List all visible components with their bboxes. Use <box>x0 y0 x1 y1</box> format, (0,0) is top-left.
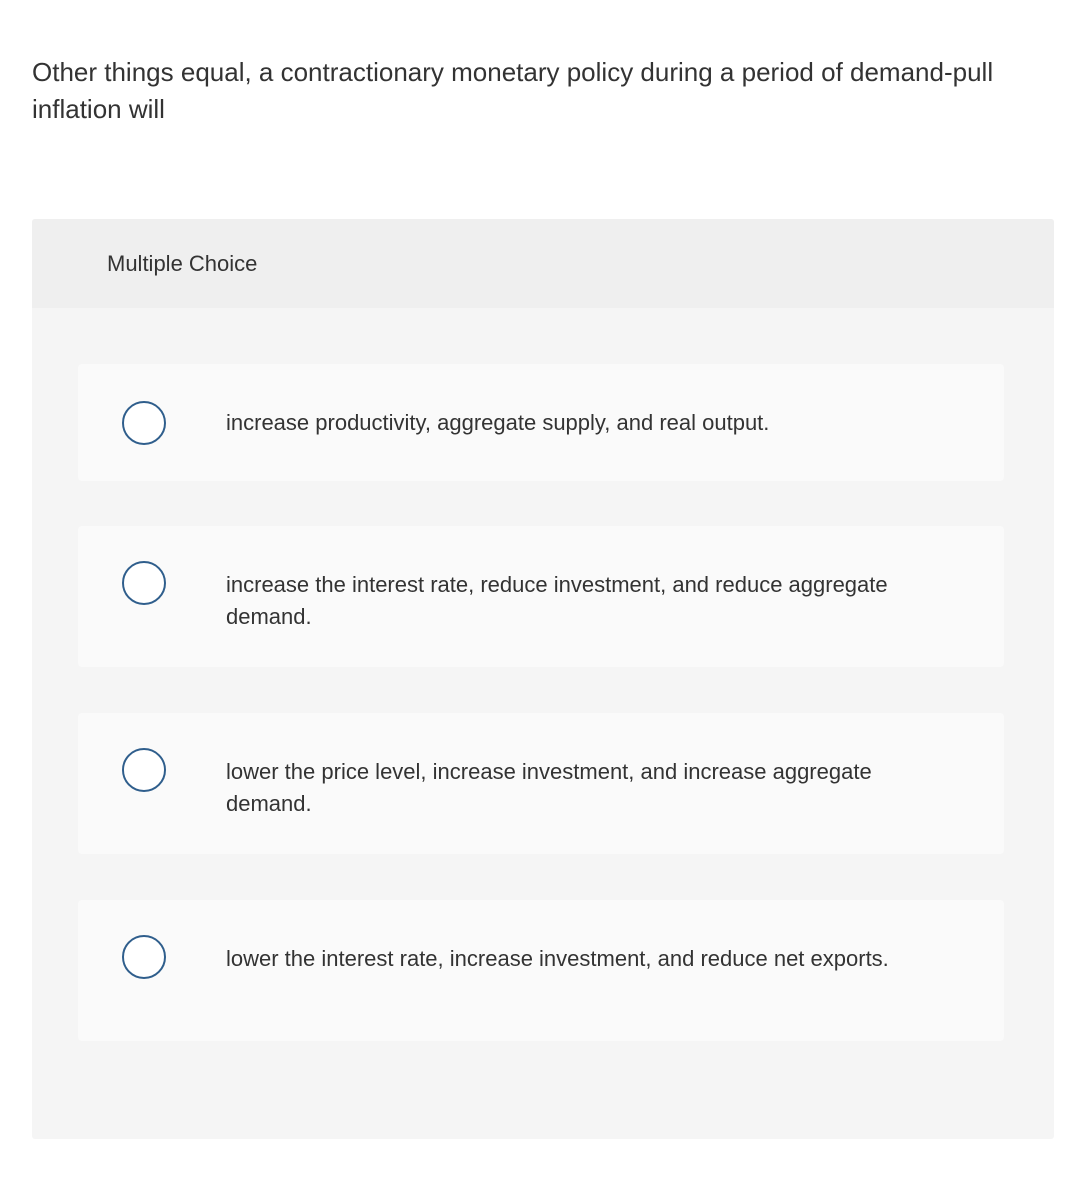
choice-option-1[interactable] <box>78 364 1004 481</box>
multiple-choice-label: Multiple Choice <box>107 251 258 276</box>
choice-option-label[interactable]: increase productivity, aggregate supply, and real output. <box>226 410 770 435</box>
choice-option-label[interactable]: lower the interest rate, increase investment, and reduce net exports. <box>226 946 889 971</box>
radio-button-icon[interactable] <box>122 935 166 979</box>
question-text: Other things equal, a contractionary monetary policy during a period of demand-pull inflation will <box>32 57 994 124</box>
choice-option-2[interactable] <box>78 526 1004 667</box>
choice-option-4[interactable] <box>78 900 1004 1041</box>
choice-option-label[interactable]: increase the interest rate, reduce investment, and reduce aggregate demand. <box>226 572 888 629</box>
radio-button-icon[interactable] <box>122 748 166 792</box>
radio-button-icon[interactable] <box>122 561 166 605</box>
choice-option-3[interactable] <box>78 713 1004 854</box>
multiple-choice-panel <box>32 219 1054 1139</box>
choice-option-label[interactable]: lower the price level, increase investment, and increase aggregate demand. <box>226 759 872 816</box>
multiple-choice-header <box>32 219 1054 308</box>
radio-button-icon[interactable] <box>122 401 166 445</box>
